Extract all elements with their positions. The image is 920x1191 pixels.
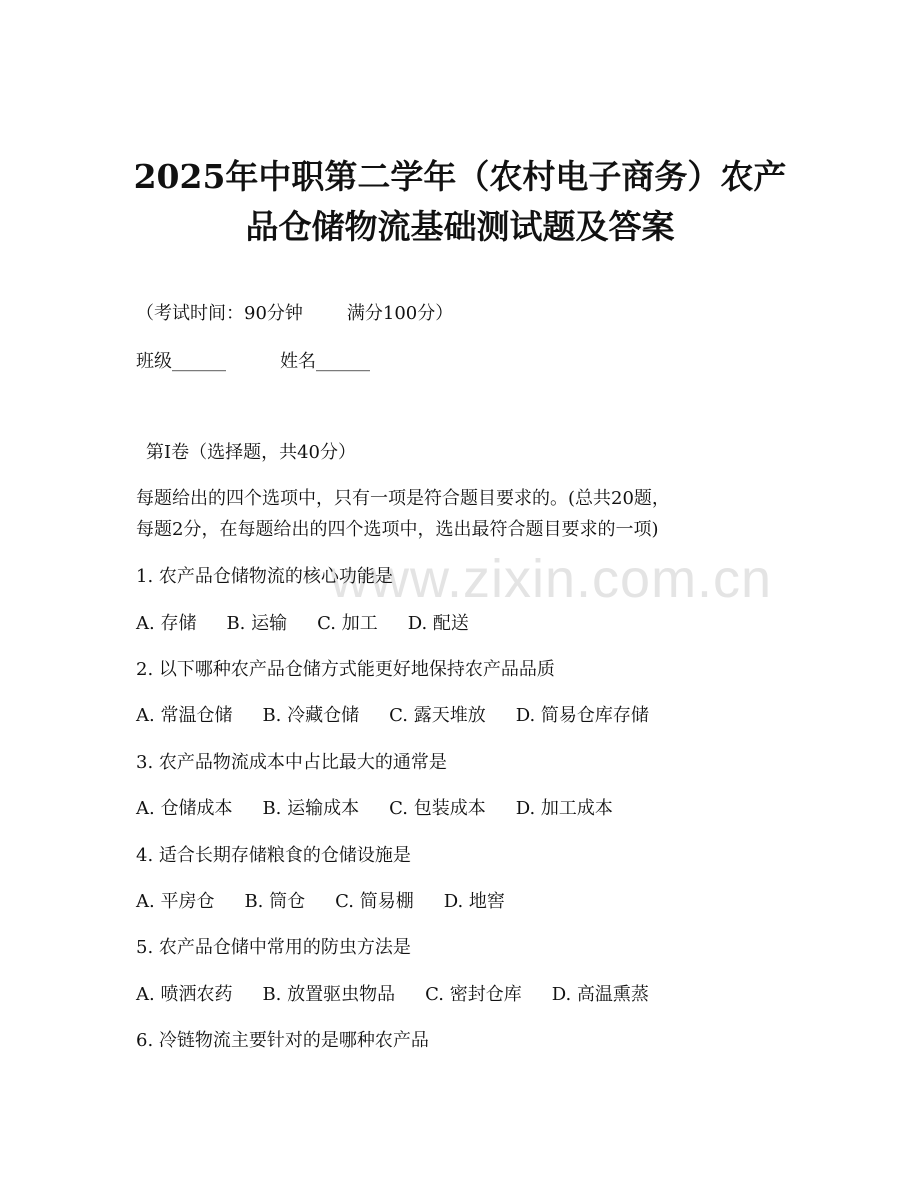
question-options	[136, 893, 505, 911]
option-d: D. 配送	[407, 613, 469, 634]
question-options	[136, 800, 613, 818]
option-a: A. 仓储成本	[136, 798, 233, 819]
section-heading: 第Ⅰ卷（选择题，共40分）	[146, 442, 357, 463]
option-c: C. 密封仓库	[425, 984, 522, 1005]
option-d: D. 高温熏蒸	[551, 984, 649, 1005]
option-b: B. 筒仓	[244, 891, 306, 912]
option-a: A. 平房仓	[136, 891, 215, 912]
exam-time: （考试时间：90分钟	[136, 303, 303, 324]
option-d: D. 简易仓库存储	[515, 705, 649, 726]
option-d: D. 地窖	[443, 891, 505, 912]
question-stem: 2. 以下哪种农产品仓储方式能更好地保持农产品品质	[136, 659, 555, 680]
question-stem: 1. 农产品仓储物流的核心功能是	[136, 566, 393, 587]
document-title-line-1: 2025年中职第二学年（农村电子商务）农产	[133, 157, 787, 196]
question-stem: 4. 适合长期存储粮食的仓储设施是	[136, 845, 411, 866]
option-c: C. 加工	[317, 613, 378, 634]
instruction-line-1: 每题给出的四个选项中，只有一项是符合题目要求的。(总共20题，	[136, 488, 670, 509]
question-stem: 3. 农产品物流成本中占比最大的通常是	[136, 752, 447, 773]
student-info	[136, 353, 370, 371]
exam-full-score: 满分100分）	[346, 303, 454, 324]
watermark: www.zixin.com.cn	[330, 549, 773, 609]
option-b: B. 运输成本	[262, 798, 360, 819]
document-title-line-2: 品仓储物流基础测试题及答案	[245, 207, 675, 246]
instruction-line-2: 每题2分，在每题给出的四个选项中，选出最符合题目要求的一项)	[136, 519, 659, 540]
question-stem: 5. 农产品仓储中常用的防虫方法是	[136, 937, 411, 958]
option-c: C. 露天堆放	[389, 705, 486, 726]
class-field: 班级______	[136, 351, 226, 372]
question-options	[136, 615, 469, 633]
option-b: B. 放置驱虫物品	[262, 984, 396, 1005]
option-d: D. 加工成本	[515, 798, 613, 819]
exam-info	[136, 305, 453, 323]
option-b: B. 冷藏仓储	[262, 705, 360, 726]
option-a: A. 常温仓储	[136, 705, 233, 726]
option-a: A. 存储	[136, 613, 197, 634]
option-c: C. 包装成本	[389, 798, 486, 819]
question-options	[136, 986, 649, 1004]
option-c: C. 简易棚	[335, 891, 414, 912]
question-options	[136, 707, 649, 725]
name-field: 姓名______	[280, 351, 370, 372]
question-stem: 6. 冷链物流主要针对的是哪种农产品	[136, 1030, 429, 1051]
option-b: B. 运输	[226, 613, 288, 634]
option-a: A. 喷洒农药	[136, 984, 233, 1005]
